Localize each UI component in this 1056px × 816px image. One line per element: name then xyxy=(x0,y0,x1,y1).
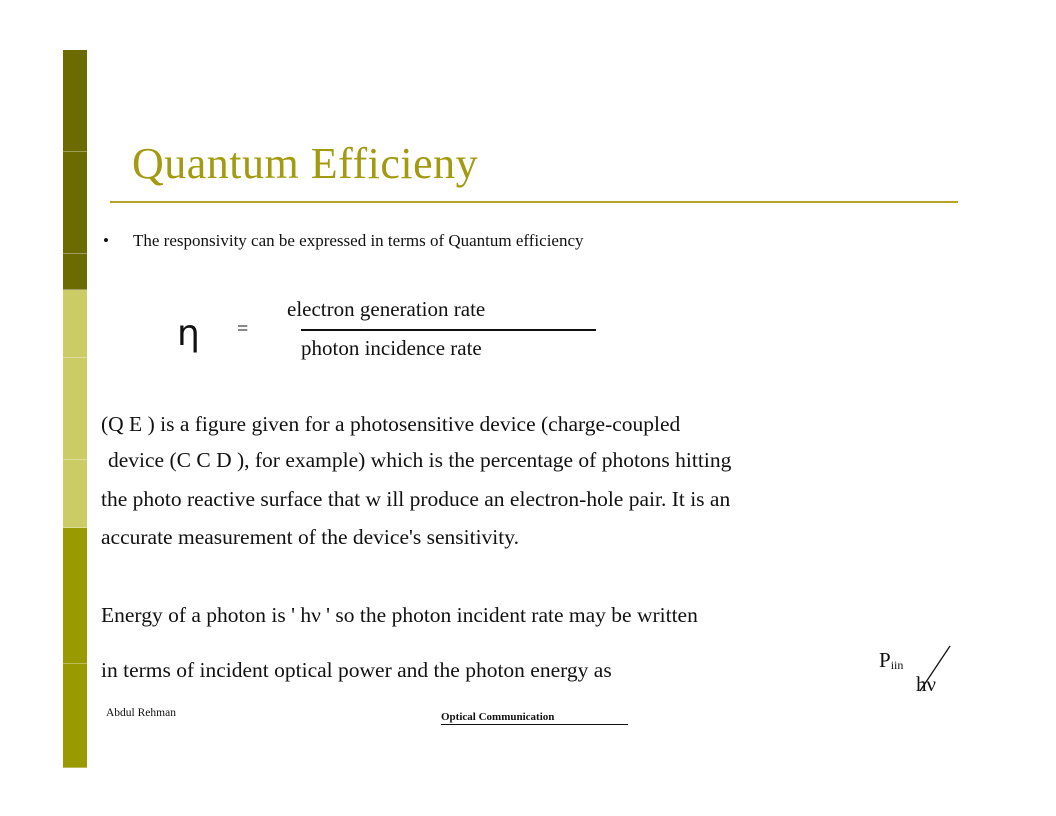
fraction-denominator: photon incidence rate xyxy=(301,336,482,360)
footer-course: Optical Communication xyxy=(441,711,628,725)
bullet-item xyxy=(103,231,584,251)
paragraph-line: the photo reactive surface that w ill produce an electron-hole pair. It is an xyxy=(101,487,731,511)
power-subscript: iin xyxy=(890,658,904,672)
energy-line: Energy of a photon is ' hν ' so the photon incident rate may be written xyxy=(101,603,698,627)
sidebar-segment xyxy=(63,528,87,664)
sidebar-segment xyxy=(63,358,87,460)
sidebar-segment xyxy=(63,50,87,152)
paragraph-line: accurate measurement of the device's sensitivity. xyxy=(101,525,519,549)
photon-energy-symbol: hν xyxy=(916,672,936,696)
equals-sign: = xyxy=(237,318,249,340)
bullet-marker: • xyxy=(103,231,109,250)
energy-line: in terms of incident optical power and the photon energy as xyxy=(101,658,612,682)
power-p: P xyxy=(879,648,891,672)
paragraph-line: device (C C D ), for example) which is the percentage of photons hitting xyxy=(108,448,732,472)
sidebar-segment xyxy=(63,254,87,290)
footer-author: Abdul Rehman xyxy=(106,707,176,719)
eta-symbol: η xyxy=(177,313,200,354)
fraction-numerator: electron generation rate xyxy=(287,297,486,321)
power-symbol xyxy=(879,648,903,673)
sidebar-segment xyxy=(63,460,87,528)
sidebar-decoration xyxy=(63,50,87,768)
slide-title: Quantum Efficieny xyxy=(132,139,479,188)
sidebar-segment xyxy=(63,290,87,358)
paragraph-line: (Q E ) is a figure given for a photosensitive device (charge-coupled xyxy=(101,412,681,436)
sidebar-segment xyxy=(63,664,87,768)
fraction-bar xyxy=(301,329,596,331)
title-underline xyxy=(110,201,958,203)
sidebar-segment xyxy=(63,152,87,254)
bullet-text: The responsivity can be expressed in terms of Quantum efficiency xyxy=(133,231,584,250)
